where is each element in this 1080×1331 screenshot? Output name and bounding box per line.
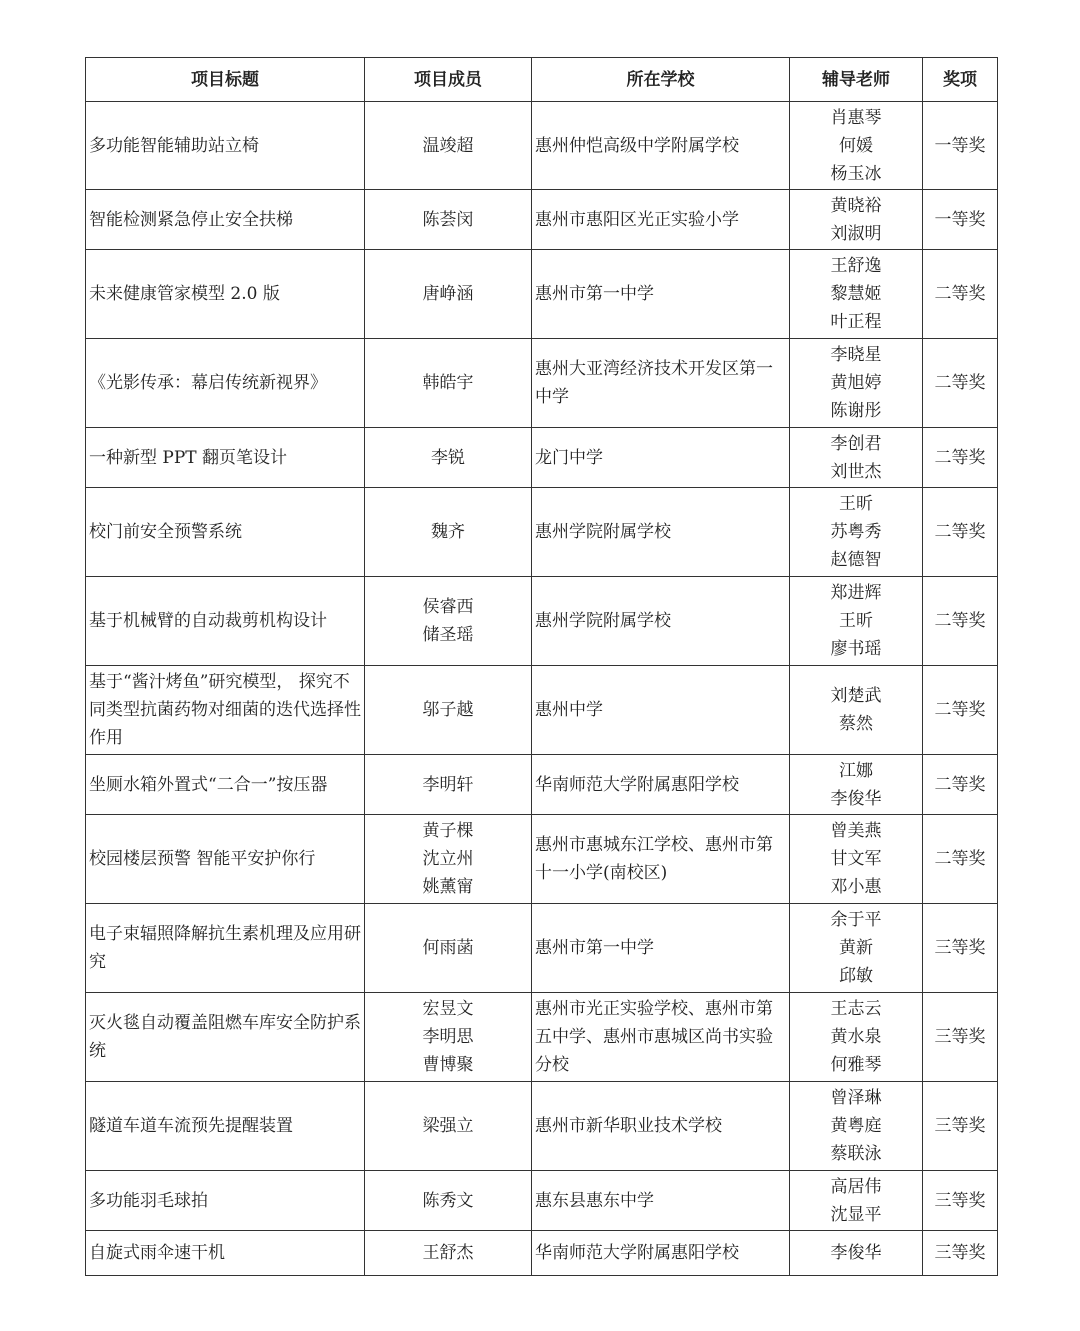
project-members-cell [365,250,532,339]
school-name: 惠州仲恺高级中学附属学校 [535,135,739,156]
teacher-name: 王昕 [839,494,873,514]
project-title-cell [86,488,365,577]
teachers-cell [790,577,923,666]
teacher-name: 李俊华 [830,788,882,809]
project-title: 校园楼层预警 智能平安护你行 [89,849,316,869]
table-row [86,755,998,815]
school-name: 惠州学院附属学校 [535,611,671,631]
project-title-cell [86,102,365,190]
member-name: 李明思 [422,1027,474,1047]
project-title-cell [86,190,365,250]
teacher-name: 黄水泉 [830,1027,882,1047]
project-title: 隧道车道车流预先提醒装置 [89,1116,293,1136]
award-label: 二等奖 [934,700,986,720]
member-name: 温竣超 [422,135,474,156]
project-title: 多功能智能辅助站立椅 [89,135,259,156]
table-row [86,993,998,1082]
school-name: 惠州市第一中学 [535,284,654,304]
teacher-name: 黄晓裕 [830,195,882,216]
table-row [86,1171,998,1231]
school-cell [532,190,790,250]
school-cell [532,488,790,577]
school-cell [532,904,790,993]
award-cell [923,250,998,339]
award-cell [923,1231,998,1276]
project-title: 坐厕水箱外置式“二合一”按压器 [89,774,328,795]
project-title: 基于“酱汁烤鱼”研究模型， 探究不同类型抗菌药物对细菌的迭代选择性作用 [89,672,361,748]
teacher-name: 叶正程 [830,312,882,332]
member-name: 何雨菡 [422,938,474,958]
teacher-name: 廖书瑶 [830,639,882,659]
award-cell [923,488,998,577]
project-title-cell [86,755,365,815]
project-title-cell [86,339,365,428]
project-members-cell [365,666,532,755]
school-cell [532,993,790,1082]
member-name: 梁强立 [422,1116,474,1136]
member-name: 侯睿西 [422,597,474,617]
teachers-cell [790,755,923,815]
header-award: 奖项 [923,58,998,102]
award-label: 三等奖 [934,1243,986,1263]
award-label: 三等奖 [934,938,986,958]
table-row [86,904,998,993]
teachers-cell [790,1171,923,1231]
project-members-cell [365,190,532,250]
award-cell [923,428,998,488]
project-title-cell [86,904,365,993]
teacher-name: 王舒逸 [830,256,882,276]
teacher-name: 李晓星 [830,345,882,365]
school-name: 惠州市第一中学 [535,938,654,958]
teachers-cell [790,428,923,488]
award-label: 二等奖 [934,611,986,631]
teacher-name: 曾泽琳 [830,1088,882,1108]
teacher-name: 甘文军 [830,849,882,869]
project-members-cell [365,815,532,904]
teacher-name: 江娜 [839,760,873,781]
award-cell [923,1171,998,1231]
teachers-cell [790,666,923,755]
teacher-name: 何雅琴 [830,1055,882,1075]
teachers-cell [790,993,923,1082]
project-title: 智能检测紧急停止安全扶梯 [89,209,293,230]
award-label: 三等奖 [934,1027,986,1047]
teachers-cell [790,102,923,190]
teacher-name: 邓小惠 [830,877,882,897]
teacher-name: 余于平 [830,910,882,930]
teacher-name: 刘淑明 [830,223,882,244]
teacher-name: 黄新 [839,938,873,958]
member-name: 王舒杰 [422,1243,474,1263]
header-school: 所在学校 [532,58,790,102]
table-row [86,250,998,339]
member-name: 陈荟闵 [422,209,474,230]
award-label: 一等奖 [934,209,986,230]
project-title-cell [86,1082,365,1171]
project-title: 多功能羽毛球拍 [89,1190,208,1211]
member-name: 唐峥涵 [422,284,474,304]
project-members-cell [365,488,532,577]
teachers-cell [790,1231,923,1276]
teacher-name: 李俊华 [830,1243,882,1263]
member-name: 黄子棵 [422,821,474,841]
project-title: 一种新型 PPT 翻页笔设计 [89,447,288,468]
school-name: 惠州市光正实验学校、惠州市第五中学、惠州市惠城区尚书实验分校 [535,999,773,1075]
teacher-name: 肖惠琴 [830,107,882,128]
member-name: 邬子越 [422,700,474,720]
award-label: 二等奖 [934,447,986,468]
project-members-cell [365,1082,532,1171]
project-members-cell [365,102,532,190]
table-row [86,1082,998,1171]
project-title-cell [86,250,365,339]
school-cell [532,755,790,815]
teachers-cell [790,339,923,428]
project-title-cell [86,1171,365,1231]
school-name: 龙门中学 [535,447,603,468]
award-cell [923,102,998,190]
teacher-name: 苏粤秀 [830,522,882,542]
teacher-name: 曾美燕 [830,821,882,841]
member-name: 曹博聚 [422,1055,474,1075]
project-title-cell [86,577,365,666]
table-row [86,102,998,190]
teacher-name: 沈显平 [830,1204,882,1225]
teacher-name: 郑进辉 [830,583,882,603]
teacher-name: 黄粤庭 [830,1116,882,1136]
project-title: 自旋式雨伞速干机 [89,1243,225,1263]
member-name: 李锐 [431,447,465,468]
project-title: 未来健康管家模型 2.0 版 [89,284,280,304]
table-row [86,577,998,666]
award-cell [923,339,998,428]
teacher-name: 刘楚武 [830,686,882,706]
teachers-cell [790,250,923,339]
teachers-cell [790,904,923,993]
member-name: 储圣瑶 [422,625,474,645]
teacher-name: 陈谢彤 [830,401,882,421]
teachers-cell [790,488,923,577]
project-title: 《光影传承：幕启传统新视界》 [89,373,327,393]
school-name: 惠东县惠东中学 [535,1190,654,1211]
teacher-name: 蔡联泳 [830,1144,882,1164]
header-title: 项目标题 [86,58,365,102]
teachers-cell [790,1082,923,1171]
school-name: 华南师范大学附属惠阳学校 [535,1243,739,1263]
school-cell [532,102,790,190]
award-cell [923,755,998,815]
school-name: 华南师范大学附属惠阳学校 [535,774,739,795]
school-cell [532,250,790,339]
header-row [86,58,998,102]
project-members-cell [365,904,532,993]
school-cell [532,666,790,755]
school-cell [532,428,790,488]
table-row [86,666,998,755]
award-label: 二等奖 [934,849,986,869]
teacher-name: 黎慧姬 [830,284,882,304]
teacher-name: 王昕 [839,611,873,631]
teacher-name: 何媛 [839,135,873,156]
school-name: 惠州中学 [535,700,603,720]
member-name: 韩皓宇 [422,373,474,393]
award-label: 一等奖 [934,135,986,156]
teachers-cell [790,815,923,904]
teacher-name: 高居伟 [830,1176,882,1197]
table-row [86,488,998,577]
member-name: 魏齐 [431,522,465,542]
teacher-name: 蔡然 [839,714,873,734]
school-cell [532,1231,790,1276]
award-label: 二等奖 [934,522,986,542]
project-title-cell [86,815,365,904]
school-name: 惠州市新华职业技术学校 [535,1116,722,1136]
teacher-name: 黄旭婷 [830,373,882,393]
award-cell [923,904,998,993]
award-label: 二等奖 [934,373,986,393]
award-cell [923,993,998,1082]
teacher-name: 邱敏 [839,966,873,986]
award-cell [923,1082,998,1171]
member-name: 陈秀文 [422,1190,474,1211]
teacher-name: 杨玉冰 [830,163,882,184]
school-name: 惠州学院附属学校 [535,522,671,542]
project-members-cell [365,993,532,1082]
table-row [86,815,998,904]
project-members-cell [365,339,532,428]
project-members-cell [365,755,532,815]
member-name: 姚薰甯 [422,877,474,897]
school-name: 惠州大亚湾经济技术开发区第一中学 [535,359,773,407]
award-label: 二等奖 [934,284,986,304]
award-cell [923,190,998,250]
table-row [86,1231,998,1276]
teacher-name: 赵德智 [830,550,882,570]
school-cell [532,339,790,428]
award-label: 三等奖 [934,1116,986,1136]
school-cell [532,1082,790,1171]
award-label: 二等奖 [934,774,986,795]
project-title-cell [86,428,365,488]
school-name: 惠州市惠城东江学校、惠州市第十一小学(南校区) [535,835,773,883]
teacher-name: 王志云 [830,999,882,1019]
header-teachers: 辅导老师 [790,58,923,102]
school-cell [532,815,790,904]
table-row [86,428,998,488]
award-cell [923,666,998,755]
table-row [86,339,998,428]
project-title-cell [86,1231,365,1276]
header-members: 项目成员 [365,58,532,102]
project-members-cell [365,1231,532,1276]
award-label: 三等奖 [934,1190,986,1211]
project-members-cell [365,1171,532,1231]
table-row [86,190,998,250]
project-title: 校门前安全预警系统 [89,522,242,542]
project-title: 电子束辐照降解抗生素机理及应用研究 [89,924,361,972]
project-title-cell [86,666,365,755]
teacher-name: 刘世杰 [830,461,882,482]
project-members-cell [365,428,532,488]
awards-table [85,57,998,1276]
school-name: 惠州市惠阳区光正实验小学 [535,209,739,230]
project-title-cell [86,993,365,1082]
member-name: 李明轩 [422,774,474,795]
teachers-cell [790,190,923,250]
member-name: 沈立州 [422,849,474,869]
award-cell [923,577,998,666]
project-title: 基于机械臂的自动裁剪机构设计 [89,611,327,631]
member-name: 宏昱文 [422,999,474,1019]
project-title: 灭火毯自动覆盖阻燃车库安全防护系统 [89,1013,361,1061]
project-members-cell [365,577,532,666]
award-cell [923,815,998,904]
school-cell [532,1171,790,1231]
teacher-name: 李创君 [830,433,882,454]
school-cell [532,577,790,666]
